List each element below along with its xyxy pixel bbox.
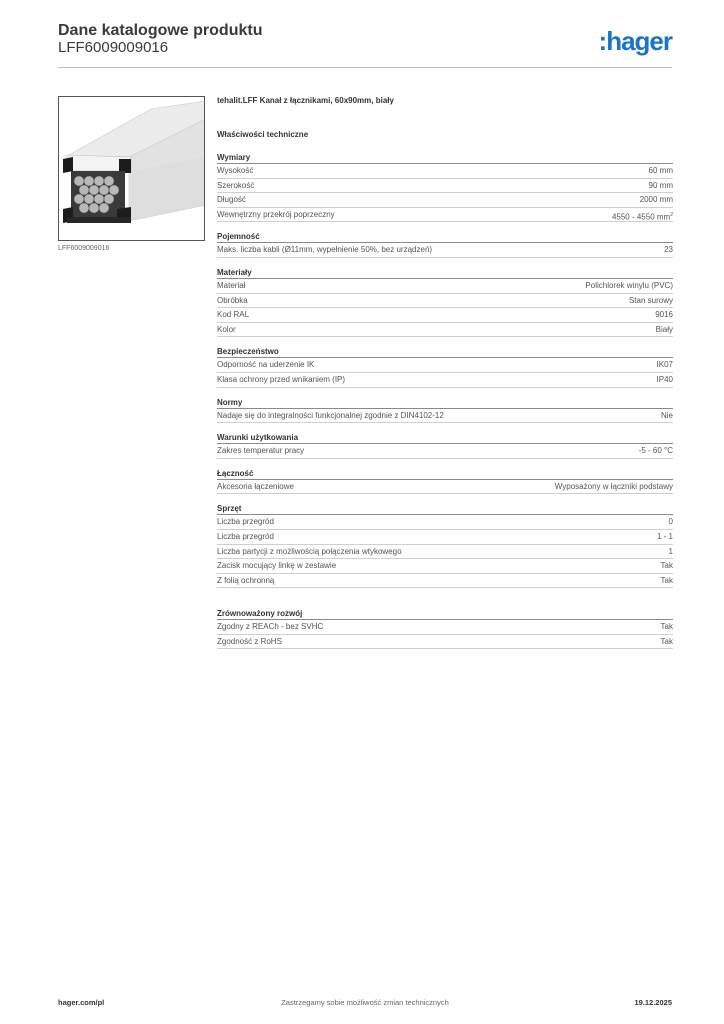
spec-value-text: Biały [655,324,673,334]
spec-value [585,279,673,293]
footer-date: 19.12.2025 [634,998,672,1007]
spec-row [217,559,673,574]
spec-value-text: 0 [668,517,673,527]
spec-value [655,308,673,322]
spec-value-text: 9016 [655,310,673,320]
spec-value-text: 2000 mm [639,195,673,205]
spec-row [217,164,673,179]
spec-value [661,559,673,573]
spec-value [664,243,673,257]
spec-value-text: Wyposażony w łączniki podstawy [554,481,673,491]
spec-row [217,574,673,589]
spec-row [217,530,673,545]
spec-value-unit-exponent: 2 [670,211,673,218]
spec-value-text: 1 [668,546,673,556]
spec-row [217,358,673,373]
spec-label: Odporność na uderzenie IK [217,360,315,370]
spec-label: Zakres temperatur pracy [217,446,305,456]
spec-value [669,545,673,559]
spec-value [661,409,673,423]
spec-value-text: 90 mm [648,180,673,190]
spec-row [217,179,673,194]
spec-group-title: Normy [217,397,673,409]
spec-value [640,193,673,207]
spec-row [217,243,673,258]
spec-value [555,480,673,494]
spec-row [217,620,673,635]
spec-value-text: Tak [660,575,673,585]
spec-label: Zgodny z REACh - bez SVHC [217,622,324,632]
spec-row [217,208,673,223]
spec-value-text: Nie [660,410,673,420]
spec-value [661,574,673,588]
spec-label: Z folią ochronną [217,575,275,585]
spec-label: Szerokość [217,180,255,190]
spec-value-text: Tak [660,622,673,632]
spec-value-text: 23 [664,245,673,255]
spec-label: Akcesoria łączeniowe [217,481,294,491]
product-title: tehalit.LFF Kanał z łącznikami, 60x90mm, biały [217,96,394,105]
spec-row [217,373,673,388]
spec-label: Kod RAL [217,310,250,320]
footer-disclaimer: Zastrzegamy sobie możliwość zmian technicznych [281,998,449,1007]
spec-value [661,635,673,649]
spec-label: Zgodność z RoHS [217,636,282,646]
spec-label: Zacisk mocujący linkę w zestawie [217,561,337,571]
section-heading: Właściwości techniczne [217,130,309,139]
spec-value-text: -5 - 60 °C [638,446,673,456]
spec-row [217,444,673,459]
spec-value [657,530,673,544]
spec-value [657,373,673,387]
spec-row [217,279,673,294]
spec-row [217,323,673,338]
spec-group-title: Zrównoważony rozwój [217,608,673,620]
spec-group-title: Pojemność [217,231,673,243]
spec-label: Klasa ochrony przed wnikaniem (IP) [217,374,346,384]
spec-group-title: Materiały [217,267,673,279]
spec-label: Liczba przegród [217,517,274,527]
spec-value-text: Tak [660,636,673,646]
spec-value [649,179,673,193]
spec-row [217,193,673,208]
spec-label: Nadaje się do integralności funkcjonalnej zgodnie z DIN4102-12 [217,410,444,420]
spec-value-text: Polichlorek winylu (PVC) [585,280,673,290]
spec-label: Materiał [217,280,246,290]
spec-group-title: Sprzęt [217,503,673,515]
spec-value [656,323,673,337]
spec-value [612,208,673,222]
spec-value [629,294,673,308]
spec-value-text: IP40 [656,374,673,384]
header-divider [58,67,672,68]
spec-content [217,96,673,649]
spec-row [217,409,673,424]
spec-row [217,294,673,309]
image-caption: LFF6009009016 [58,245,110,252]
spec-value-text: Stan surowy [628,295,673,305]
product-image [58,96,205,241]
spec-row [217,308,673,323]
hager-logo: :hager [598,26,672,56]
spec-value [639,444,673,458]
spec-group-title: Bezpieczeństwo [217,346,673,358]
spec-row [217,515,673,530]
spec-label: Wysokość [217,166,254,175]
spec-label: Obróbka [217,295,248,305]
spec-value-text: 1 - 1 [656,531,673,541]
spec-label: Liczba partycji z możliwością połączenia wtykowego [217,546,402,556]
spec-value-text: IK07 [656,360,673,370]
spec-group-title: Łączność [217,468,673,480]
spec-value [649,164,673,178]
spec-group-title: Wymiary [217,152,673,164]
spec-value [669,515,673,529]
spec-label: Liczba przegród [217,531,274,541]
spec-value-text: 60 mm [648,166,673,175]
spec-row [217,480,673,495]
spec-label: Kolor [217,324,236,334]
spec-value-text: 4550 - 4550 mm [611,212,671,222]
spec-label: Wewnętrzny przekrój poprzeczny [217,209,335,219]
spec-row [217,635,673,650]
spec-value [661,620,673,634]
spec-groups [217,152,673,649]
spec-label: Maks. liczba kabli (Ø11mm, wypełnienie 50%, bez urządzeń) [217,245,433,255]
spec-value-text: Tak [660,561,673,571]
spec-row [217,545,673,560]
page-title: Dane katalogowe produktu [58,22,263,39]
spec-group-title: Warunki użytkowania [217,432,673,444]
footer-website-link[interactable]: hager.com/pl [58,998,105,1007]
spec-label: Długość [217,195,246,205]
product-code: LFF6009009016 [58,39,169,56]
spec-value [657,358,673,372]
